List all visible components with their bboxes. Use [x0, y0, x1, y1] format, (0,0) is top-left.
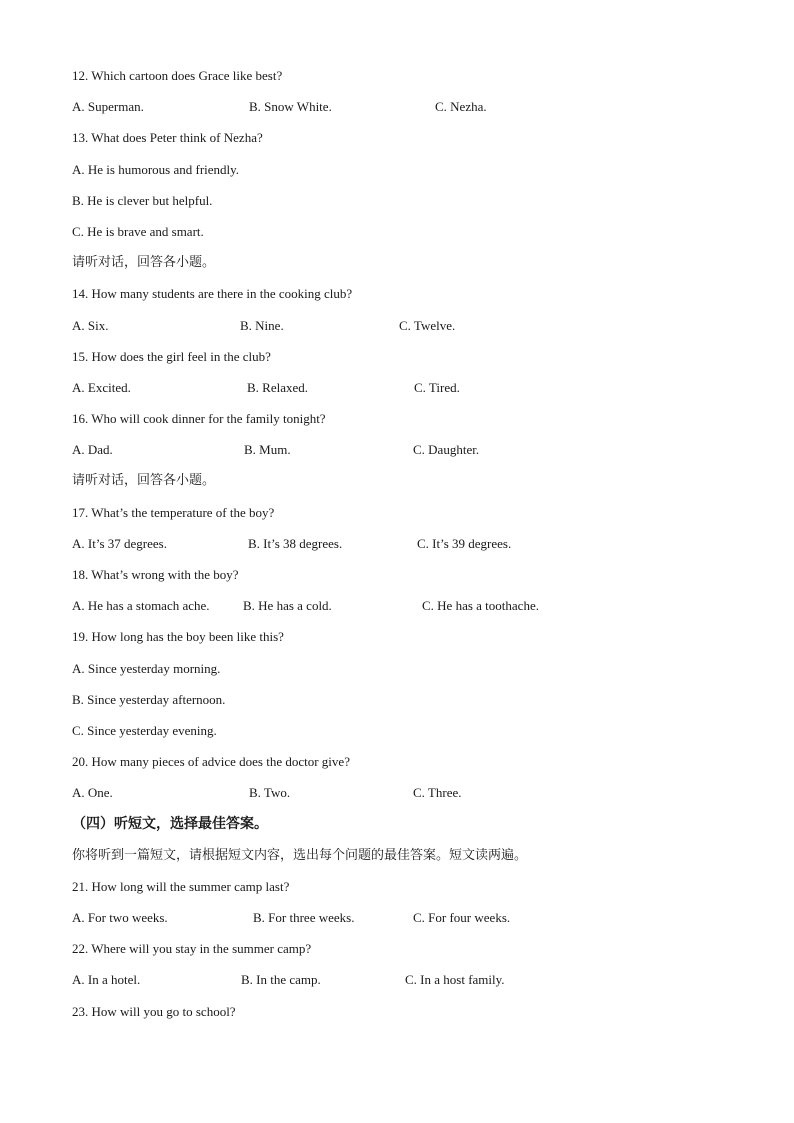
question-line — [72, 497, 752, 528]
option-c: C. Tired. — [414, 379, 460, 395]
option-b: B. Two. — [249, 785, 291, 801]
line-text: 16. Who will cook dinner for the family tonight? — [72, 411, 326, 427]
question-line — [72, 653, 752, 684]
option-a: A. It’s 37 degrees. — [72, 535, 167, 551]
question-line — [72, 403, 752, 434]
option-a: A. For two weeks. — [72, 910, 168, 926]
option-a: A. Excited. — [72, 379, 131, 395]
question-line — [72, 996, 752, 1027]
options-row — [72, 310, 752, 341]
option-c: C. He has a toothache. — [422, 598, 539, 614]
option-c: C. Twelve. — [399, 317, 456, 333]
question-line — [72, 278, 752, 309]
question-line — [72, 621, 752, 652]
question-line — [72, 871, 752, 902]
instruction — [72, 247, 752, 278]
option-a: A. Six. — [72, 317, 109, 333]
line-text: B. He is clever but helpful. — [72, 192, 213, 208]
option-a: A. Dad. — [72, 442, 113, 458]
question-line — [72, 559, 752, 590]
line-text: 23. How will you go to school? — [72, 1003, 236, 1019]
question-line — [72, 715, 752, 746]
line-text: A. He is humorous and friendly. — [72, 161, 240, 177]
line-text: 请听对话，回答各小题。 — [72, 255, 216, 271]
question-line — [72, 341, 752, 372]
option-b: B. It’s 38 degrees. — [248, 535, 343, 551]
question-line — [72, 933, 752, 964]
option-c: C. Three. — [413, 785, 462, 801]
line-text: 13. What does Peter think of Nezha? — [72, 130, 263, 146]
section-heading — [72, 809, 752, 840]
options-row — [72, 91, 752, 122]
option-a: A. Superman. — [72, 99, 144, 115]
options-row — [72, 434, 752, 465]
line-text: 12. Which cartoon does Grace like best? — [72, 68, 283, 83]
line-text: C. Since yesterday evening. — [72, 722, 217, 738]
exam-page — [72, 60, 752, 1027]
option-c: C. It’s 39 degrees. — [417, 535, 512, 551]
question-line — [72, 216, 752, 247]
options-row — [72, 902, 752, 933]
question-line — [72, 185, 752, 216]
line-text: 22. Where will you stay in the summer camp? — [72, 941, 312, 957]
option-b: B. Relaxed. — [247, 379, 309, 395]
line-text: 18. What’s wrong with the boy? — [72, 567, 239, 582]
option-b: B. Snow White. — [249, 99, 332, 115]
line-text: （四）听短文，选择最佳答案。 — [72, 816, 268, 832]
options-row — [72, 590, 752, 621]
question-line — [72, 684, 752, 715]
option-c: C. For four weeks. — [413, 910, 511, 926]
line-text: 14. How many students are there in the cooking club? — [72, 286, 353, 302]
line-text: B. Since yesterday afternoon. — [72, 691, 226, 707]
line-text: 请听对话，回答各小题。 — [72, 473, 216, 489]
option-a: A. He has a stomach ache. — [72, 598, 210, 614]
question-line — [72, 60, 752, 91]
question-line — [72, 154, 752, 185]
options-row — [72, 964, 752, 995]
options-row — [72, 372, 752, 403]
line-text: A. Since yesterday morning. — [72, 660, 221, 676]
option-c: C. Daughter. — [413, 442, 480, 458]
option-c: C. In a host family. — [405, 972, 505, 988]
question-line — [72, 746, 752, 777]
line-text: 19. How long has the boy been like this? — [72, 629, 284, 645]
option-c: C. Nezha. — [435, 99, 487, 115]
option-a: A. One. — [72, 785, 113, 801]
option-a: A. In a hotel. — [72, 972, 141, 988]
option-b: B. In the camp. — [241, 972, 321, 988]
line-text: 17. What’s the temperature of the boy? — [72, 504, 275, 520]
instruction — [72, 840, 752, 871]
option-b: B. Mum. — [244, 442, 291, 458]
instruction — [72, 465, 752, 496]
line-text: C. He is brave and smart. — [72, 223, 204, 239]
line-text: 20. How many pieces of advice does the doctor give? — [72, 754, 350, 770]
line-text: 15. How does the girl feel in the club? — [72, 348, 271, 364]
options-row — [72, 777, 752, 808]
option-b: B. He has a cold. — [243, 598, 332, 614]
question-line — [72, 122, 752, 153]
options-row — [72, 528, 752, 559]
option-b: B. Nine. — [240, 317, 284, 333]
line-text: 你将听到一篇短文，请根据短文内容，选出每个问题的最佳答案。短文读两遍。 — [72, 847, 528, 863]
option-b: B. For three weeks. — [253, 910, 355, 926]
line-text: 21. How long will the summer camp last? — [72, 878, 290, 894]
